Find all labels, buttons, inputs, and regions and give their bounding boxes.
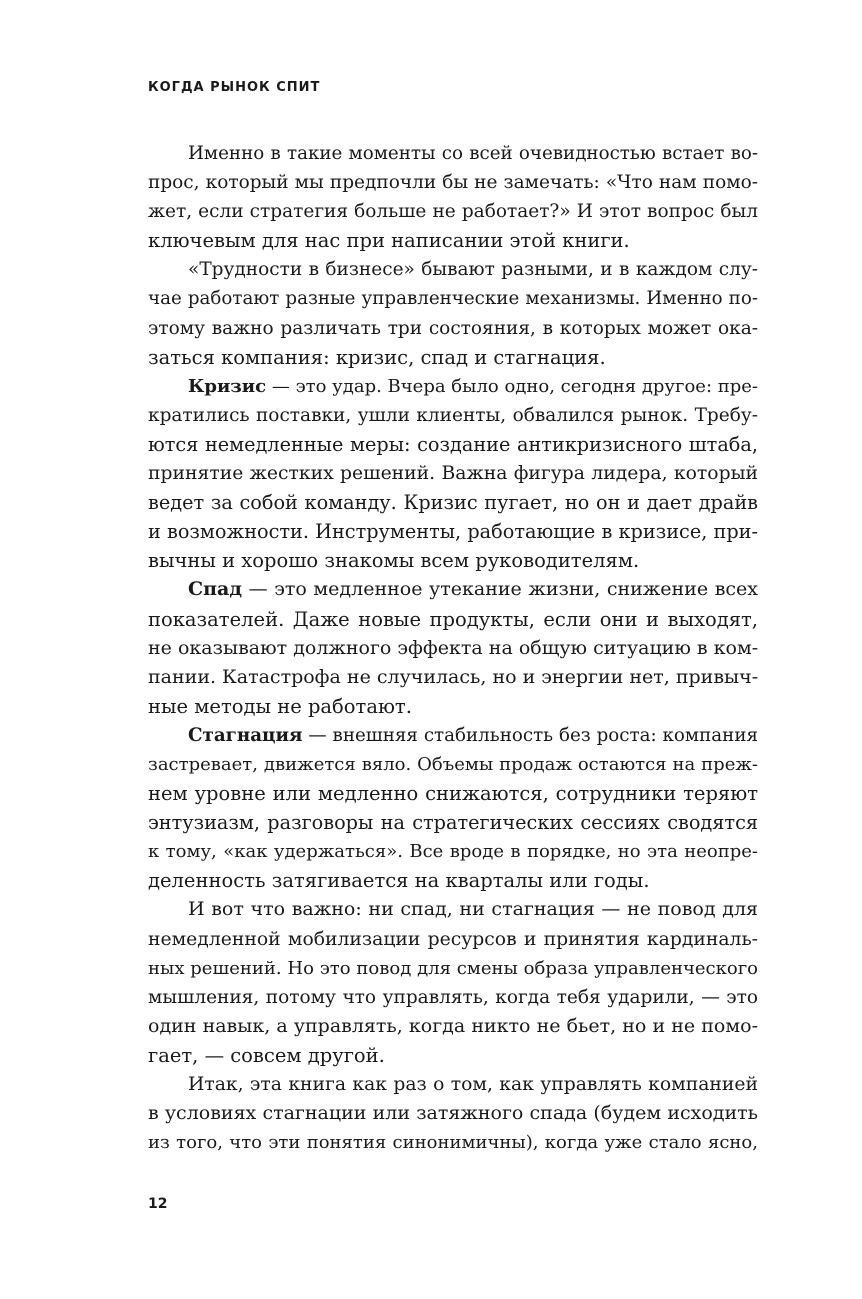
paragraph	[148, 139, 758, 255]
text-line: и возможности. Инструменты, работающие в кризисе, при-	[148, 520, 758, 544]
defined-term: Кризис	[188, 375, 267, 397]
text-line: И вот что важно: ни спад, ни стагнация — не повод для	[188, 898, 758, 921]
paragraph	[148, 255, 758, 371]
page-number: 12	[148, 1196, 168, 1212]
text-line: ные методы не работают.	[148, 694, 412, 718]
text-line: немедленной мобилизации ресурсов и принятия кардиналь-	[148, 928, 758, 950]
text-line: ных решений. Но это повод для смены образа управленческого	[148, 957, 758, 979]
text-line: из того, что эти понятия синонимичны), когда уже стало ясно,	[148, 1132, 758, 1154]
paragraph	[148, 575, 758, 720]
text-line: один навык, а управлять, когда никто не бьет, но и не помо-	[148, 1014, 758, 1037]
text-line: к тому, «как удержаться». Все вроде в порядке, но эта неопре-	[148, 841, 758, 863]
text-line: в условиях стагнации или затяжного спада (будем исходить	[148, 1102, 758, 1125]
text-line: пании. Катастрофа не случилась, но и энергии нет, привыч-	[148, 665, 759, 688]
text-line: застревает, движется вяло. Объемы продаж остаются на преж-	[148, 753, 758, 775]
defined-term: Спад	[188, 578, 243, 601]
text-line: кратились поставки, ушли клиенты, обвалился рынок. Требу-	[148, 404, 758, 426]
text-line: жет, если стратегия больше не работает?» И этот вопрос был	[148, 201, 758, 223]
paragraph	[148, 721, 758, 896]
paragraph	[148, 372, 758, 576]
text-line: ведет за собой команду. Кризис пугает, но он и дает драйв	[148, 491, 758, 515]
text-line-content: — это удар. Вчера было одно, сегодня другое: пре-	[266, 375, 758, 397]
text-line: энтузиазм, разговоры на стратегических сессиях сводятся	[148, 811, 758, 835]
text-line	[148, 372, 758, 401]
text-line: нем уровне или медленно снижаются, сотрудники теряют	[148, 782, 758, 806]
running-head: КОГДА РЫНОК СПИТ	[148, 80, 321, 95]
text-line: Итак, эта книга как раз о том, как управлять компанией	[188, 1074, 758, 1095]
text-line: прос, который мы предпочли бы не замечать: «Что нам помо-	[148, 172, 758, 194]
defined-term: Стагнация	[188, 724, 303, 746]
text-line: ются немедленные меры: создание антикризисного штаба,	[148, 432, 758, 456]
paragraph	[148, 895, 758, 1070]
body-text	[148, 139, 758, 1157]
text-line: чае работают разные управленческие механизмы. Именно по-	[148, 288, 758, 310]
text-line-content: — это медленное утекание жизни, снижение всех	[242, 578, 758, 601]
text-line: не оказывают должного эффекта на общую ситуацию в ком-	[148, 636, 759, 659]
paragraph	[148, 1070, 758, 1157]
text-line: принятие жестких решений. Важна фигура лидера, который	[148, 463, 758, 485]
text-line: деленность затягивается на кварталы или годы.	[148, 869, 650, 893]
text-line-content: — внешняя стабильность без роста: компания	[302, 724, 758, 746]
text-line: мышления, потому что управлять, когда тебя ударили, — это	[148, 986, 758, 1008]
text-line: заться компания: кризис, спад и стагнация.	[148, 345, 606, 369]
text-line	[148, 721, 758, 750]
text-line	[148, 575, 758, 604]
text-line: показателей. Даже новые продукты, если они и выходят,	[148, 607, 758, 631]
text-line: гает, — совсем другой.	[148, 1043, 385, 1067]
text-line: «Трудности в бизнесе» бывают разными, и в каждом слу-	[188, 259, 758, 281]
text-line: этому важно различать три состояния, в которых может ока-	[148, 317, 758, 339]
text-line: Именно в такие моменты со всей очевидностью встает во-	[188, 143, 758, 164]
text-line: вычны и хорошо знакомы всем руководителям.	[148, 549, 640, 573]
text-line: ключевым для нас при написании этой книги.	[148, 229, 630, 253]
